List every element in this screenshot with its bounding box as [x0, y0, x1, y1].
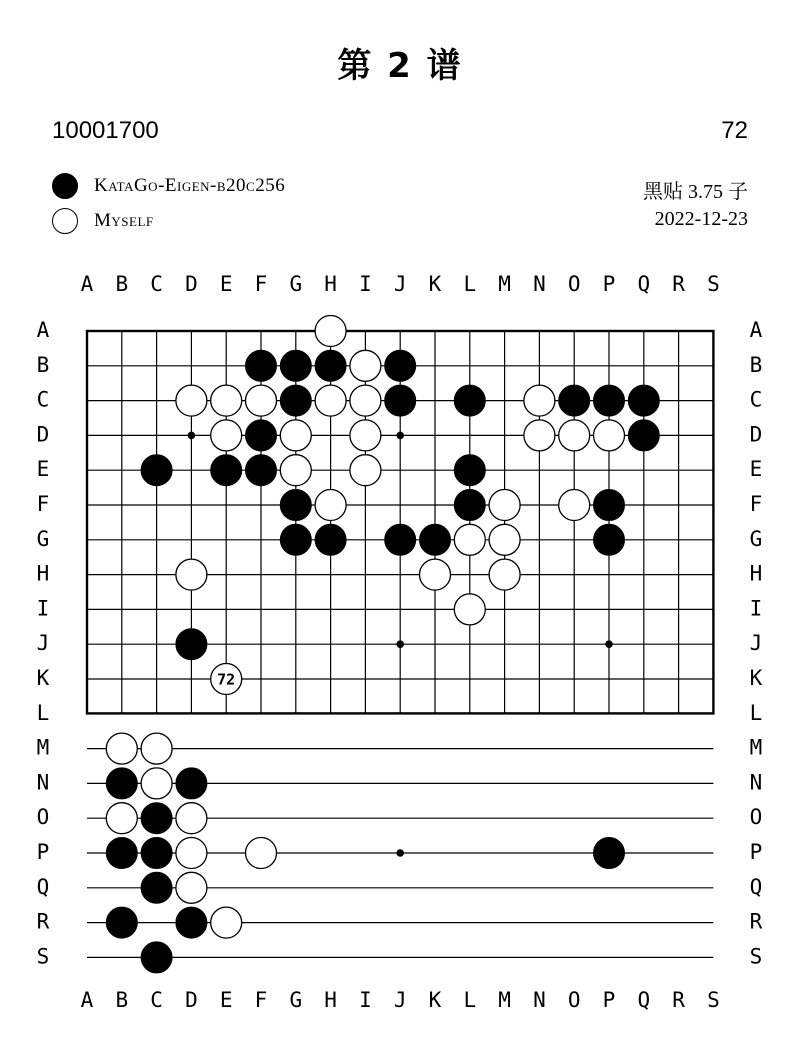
row-label: D: [36, 422, 50, 447]
row-label: F: [36, 492, 50, 516]
row-label: I: [36, 596, 50, 621]
row-label: Q: [36, 874, 50, 899]
row-label: B: [36, 352, 50, 377]
white-stone: [524, 385, 555, 416]
column-label: K: [428, 988, 442, 1012]
row-label: H: [749, 561, 763, 586]
white-stone: [280, 455, 311, 486]
row-label: G: [749, 526, 763, 551]
game-id: 10001700: [52, 117, 159, 144]
black-stone: [106, 907, 137, 938]
column-label: B: [115, 988, 129, 1012]
white-player-name: Myself: [94, 210, 154, 231]
white-stone: [315, 316, 346, 347]
black-stone: [280, 350, 311, 381]
white-stone: [594, 420, 625, 451]
row-label: M: [749, 735, 763, 760]
row-label: C: [36, 387, 50, 412]
black-stone: [141, 872, 172, 903]
column-label: G: [289, 272, 303, 296]
column-label: H: [324, 988, 337, 1012]
black-stone: [420, 524, 451, 555]
white-stone: [454, 524, 485, 555]
row-label: L: [36, 700, 50, 725]
black-stone: [594, 524, 625, 555]
black-stone: [594, 385, 625, 416]
column-label: K: [428, 272, 442, 296]
row-label: S: [36, 944, 50, 969]
black-stone: [594, 490, 625, 521]
column-label: P: [602, 988, 616, 1012]
row-label: N: [749, 770, 763, 795]
black-stone: [454, 490, 485, 521]
white-stone: [350, 455, 381, 486]
column-label: R: [672, 272, 685, 296]
column-label: E: [219, 272, 233, 296]
white-stone: [524, 420, 555, 451]
column-label: D: [185, 272, 198, 296]
column-label: G: [289, 988, 303, 1012]
row-label: A: [36, 318, 50, 342]
row-label: B: [749, 352, 763, 377]
row-label: K: [36, 666, 50, 690]
black-stone: [106, 768, 137, 799]
black-stone: [141, 455, 172, 486]
column-label: I: [359, 272, 372, 296]
star-point: [396, 432, 404, 440]
white-stone: [246, 838, 277, 869]
column-label: P: [602, 272, 616, 296]
row-label: H: [36, 561, 50, 586]
white-stone: [350, 350, 381, 381]
white-stone: [559, 490, 590, 521]
row-label: N: [36, 770, 50, 795]
black-stone: [280, 385, 311, 416]
row-label: O: [749, 805, 763, 830]
column-label: J: [393, 988, 407, 1012]
white-stone: [350, 420, 381, 451]
white-stone: [420, 559, 451, 590]
row-label: R: [36, 909, 50, 934]
column-label: F: [254, 988, 268, 1012]
column-label: C: [150, 988, 163, 1012]
white-stone: [315, 490, 346, 521]
row-label: C: [749, 387, 763, 412]
komi-info: 黑贴 3.75 子: [643, 181, 748, 203]
row-label: G: [36, 526, 50, 551]
black-stone: [280, 524, 311, 555]
game-date: 2022-12-23: [654, 208, 748, 230]
column-label: M: [498, 988, 511, 1012]
white-stone: [246, 385, 277, 416]
star-point: [605, 640, 613, 648]
white-stone: [176, 872, 207, 903]
column-label: L: [463, 272, 477, 296]
white-stone: [559, 420, 590, 451]
column-label: O: [567, 988, 581, 1012]
black-stone: [559, 385, 590, 416]
black-stone: [454, 385, 485, 416]
column-label: A: [80, 988, 94, 1012]
white-stone: [315, 385, 346, 416]
column-label: E: [219, 988, 233, 1012]
black-stone: [454, 455, 485, 486]
row-label: M: [36, 735, 50, 760]
page-title: 第 2 谱: [337, 46, 463, 86]
column-label: I: [359, 988, 372, 1012]
white-stone: [176, 559, 207, 590]
row-label: A: [749, 318, 763, 342]
row-label: J: [36, 631, 50, 656]
star-point: [396, 640, 404, 648]
row-label: O: [36, 805, 50, 830]
star-point: [188, 432, 196, 440]
column-label: C: [150, 272, 163, 296]
white-stone: [454, 594, 485, 625]
row-label: E: [749, 457, 763, 482]
black-stone: [141, 838, 172, 869]
row-label: I: [749, 596, 763, 621]
column-label: D: [185, 988, 198, 1012]
column-label: L: [463, 988, 477, 1012]
row-label: J: [749, 631, 763, 656]
black-stone: [176, 629, 207, 660]
black-stone: [315, 350, 346, 381]
black-stone: [176, 768, 207, 799]
column-label: O: [567, 272, 581, 296]
white-stone: [211, 420, 242, 451]
white-stone: [489, 490, 520, 521]
row-label: P: [36, 840, 50, 864]
white-stone: [106, 803, 137, 834]
black-stone: [628, 420, 659, 451]
column-label: N: [533, 272, 546, 296]
white-stone: [176, 838, 207, 869]
white-stone: [211, 907, 242, 938]
black-stone: [141, 942, 172, 973]
row-label: D: [749, 422, 763, 447]
column-label: Q: [637, 272, 651, 296]
black-stone: [315, 524, 346, 555]
black-stone: [176, 907, 207, 938]
black-stone: [141, 803, 172, 834]
black-stone: [594, 838, 625, 869]
column-label: B: [115, 272, 129, 296]
row-label: L: [749, 700, 763, 725]
column-label: A: [80, 272, 94, 296]
row-label: F: [749, 492, 763, 516]
column-label: H: [324, 272, 337, 296]
row-label: E: [36, 457, 50, 482]
row-label: K: [749, 666, 763, 690]
row-label: P: [749, 840, 763, 864]
star-point: [396, 849, 404, 857]
black-stone: [246, 420, 277, 451]
last-move-number: 72: [217, 670, 236, 689]
column-label: N: [533, 988, 546, 1012]
row-label: S: [749, 944, 763, 969]
black-stone: [211, 455, 242, 486]
white-stone: [141, 768, 172, 799]
black-player-name: KataGo-Eigen-b20c256: [94, 175, 286, 196]
white-stone: [350, 385, 381, 416]
black-stone: [385, 350, 416, 381]
column-label: M: [498, 272, 511, 296]
row-label: Q: [749, 874, 763, 899]
black-stone: [280, 490, 311, 521]
column-label: J: [393, 272, 407, 296]
white-stone: [489, 559, 520, 590]
black-stone: [246, 350, 277, 381]
white-stone: [106, 733, 137, 764]
white-stone: [176, 803, 207, 834]
white-stone: [211, 385, 242, 416]
black-stone: [246, 455, 277, 486]
column-label: R: [672, 988, 685, 1012]
row-label: R: [749, 909, 763, 934]
white-stone: [280, 420, 311, 451]
move-count: 72: [721, 117, 748, 144]
white-stone: [489, 524, 520, 555]
column-label: Q: [637, 988, 651, 1012]
black-stone: [106, 838, 137, 869]
black-stone: [385, 524, 416, 555]
black-stone: [385, 385, 416, 416]
white-stone: [176, 385, 207, 416]
column-label: F: [254, 272, 268, 296]
white-stone: [141, 733, 172, 764]
column-label: S: [707, 272, 720, 296]
column-label: S: [707, 988, 720, 1012]
black-stone: [628, 385, 659, 416]
